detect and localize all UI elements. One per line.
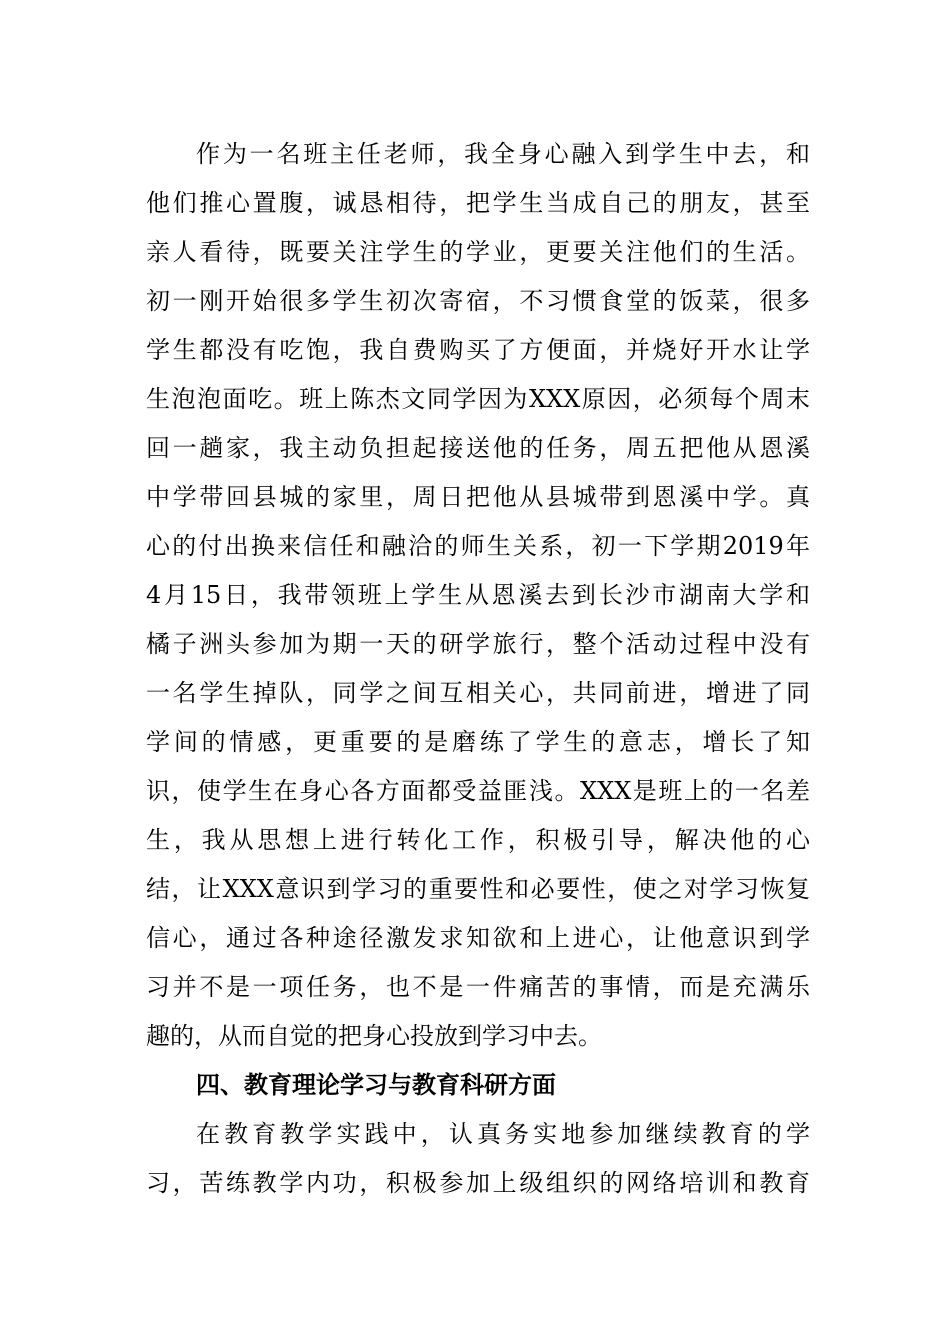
paragraph-line: 学间的情感，更重要的是磨练了学生的意志，增长了知 bbox=[146, 728, 810, 756]
paragraph-line: 心的付出换来信任和融洽的师生关系，初一下学期2019年 bbox=[146, 532, 810, 560]
paragraph-line: 亲人看待，既要关注学生的学业，更要关注他们的生活。 bbox=[146, 238, 810, 266]
paragraph-line: 4月15日，我带领班上学生从恩溪去到长沙市湖南大学和 bbox=[146, 581, 810, 609]
paragraph-line: 生，我从思想上进行转化工作，积极引导，解决他的心 bbox=[146, 826, 810, 854]
paragraph-line: 他们推心置腹，诚恳相待，把学生当成自己的朋友，甚至 bbox=[146, 189, 810, 217]
paragraph-line: 橘子洲头参加为期一天的研学旅行，整个活动过程中没有 bbox=[146, 630, 810, 658]
paragraph-line: 习，苦练教学内功，积极参加上级组织的网络培训和教育 bbox=[146, 1169, 810, 1197]
paragraph-line: 中学带回县城的家里，周日把他从县城带到恩溪中学。真 bbox=[146, 483, 810, 511]
paragraph-line: 学生都没有吃饱，我自费购买了方便面，并烧好开水让学 bbox=[146, 336, 810, 364]
paragraph-line: 作为一名班主任老师，我全身心融入到学生中去，和 bbox=[196, 140, 810, 168]
paragraph-line: 一名学生掉队，同学之间互相关心，共同前进，增进了同 bbox=[146, 679, 810, 707]
paragraph-line: 在教育教学实践中，认真务实地参加继续教育的学 bbox=[196, 1120, 810, 1148]
paragraph-line: 趣的，从而自觉的把身心投放到学习中去。 bbox=[146, 1022, 602, 1050]
paragraph-line: 信心，通过各种途径激发求知欲和上进心，让他意识到学 bbox=[146, 924, 810, 952]
paragraph-line: 初一刚开始很多学生初次寄宿，不习惯食堂的饭菜，很多 bbox=[146, 287, 810, 315]
paragraph-line: 识，使学生在身心各方面都受益匪浅。XXX是班上的一名差 bbox=[146, 777, 810, 805]
paragraph-line: 结，让XXX意识到学习的重要性和必要性，使之对学习恢复 bbox=[146, 875, 810, 903]
section-heading: 四、教育理论学习与教育科研方面 bbox=[196, 1071, 556, 1099]
paragraph-line: 回一趟家，我主动负担起接送他的任务，周五把他从恩溪 bbox=[146, 434, 810, 462]
paragraph-line: 生泡泡面吃。班上陈杰文同学因为XXX原因，必须每个周末 bbox=[146, 385, 810, 413]
paragraph-line: 习并不是一项任务，也不是一件痛苦的事情，而是充满乐 bbox=[146, 973, 810, 1001]
